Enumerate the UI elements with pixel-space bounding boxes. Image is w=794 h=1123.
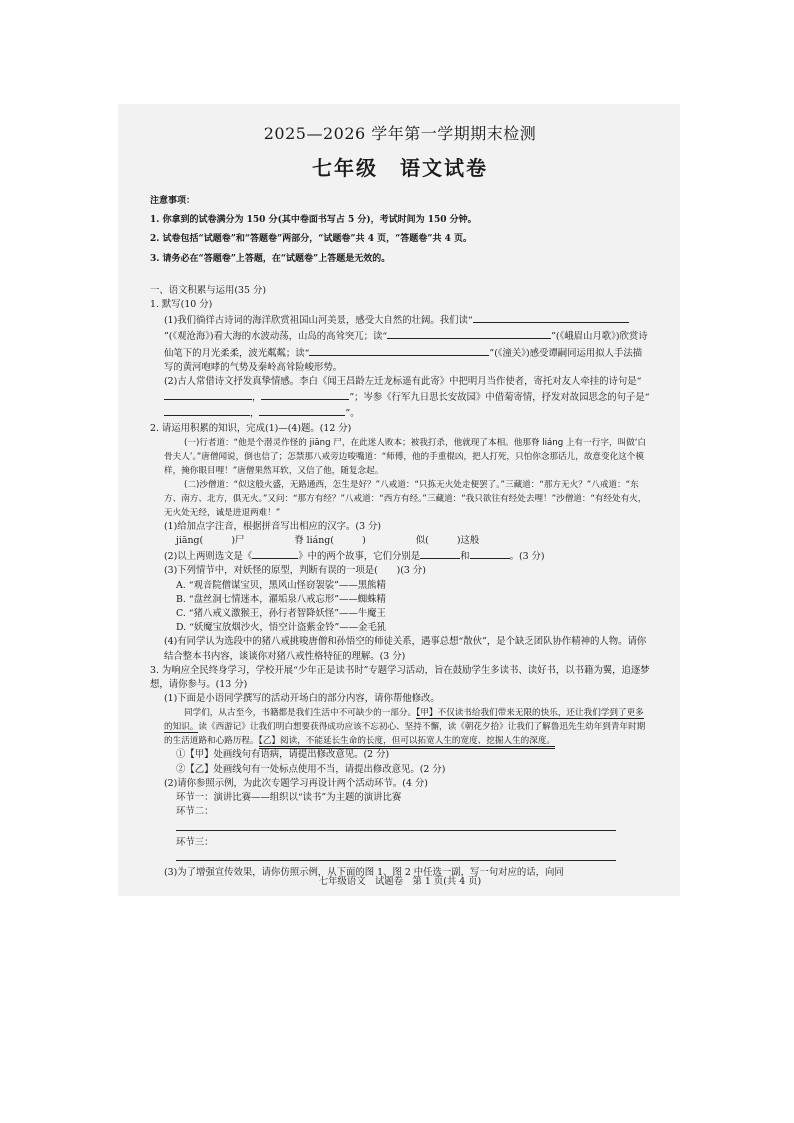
q2-sub3: (3)下列情节中，对妖怪的原型，判断有误的一项是( )(3 分) [164, 565, 426, 577]
passage-2: (二)沙僧道：“似这般火盛，无路通西，怎生是好？”八戒道：“只拣无火处走便罢了。”三藏道：“那方无火？”八戒道：“东方、南方、北方，俱无火。”又问：“那方有经？”八戒道：“西方有经。”三藏道：“我只欲往有经处去哩！”沙僧道：“有经处有火，无火处无经，诚是进退两难！” [164, 479, 647, 518]
note-item: 3. 请务必在“答题卷”上答题，在“试题卷”上答题是无效的。 [150, 253, 391, 264]
exam-title: 2025—2026 学年第一学期期末检测 [263, 124, 537, 143]
answer-blank[interactable] [473, 312, 557, 323]
answer-blank[interactable] [399, 345, 489, 356]
answer-blank[interactable] [471, 328, 551, 339]
q2-heading: 2. 请运用积累的知识，完成(1)—(4)题。(12 分) [150, 422, 352, 434]
q2-sub1-items [150, 534, 650, 548]
q3-sub2: (2)请你参照示例，为此次专题学习再设计两个活动环节。(4 分) [164, 777, 428, 789]
answer-blank[interactable] [387, 328, 471, 339]
answer-blank[interactable] [309, 345, 399, 356]
answer-blank[interactable] [261, 389, 349, 400]
link-2: 环节二： [150, 805, 650, 835]
section-heading: 一、语文积累与运用(35 分) [150, 284, 266, 296]
q3-sub1-1: ①【甲】处画线句有语病，请提出修改意见。(2 分) [176, 749, 390, 761]
q1-heading: 1. 默写(10 分) [150, 299, 213, 311]
q3-sub1-2: ②【乙】处画线句有一处标点使用不当，请提出修改意见。(2 分) [176, 763, 446, 775]
link-3: 环节三： [150, 836, 650, 866]
link-1: 环节一：演讲比赛——组织以“读书”为主题的演讲比赛 [176, 792, 402, 804]
answer-blank[interactable] [420, 548, 460, 559]
answer-blank[interactable] [470, 548, 510, 559]
q3-heading: 3. 为响应全民终身学习，学校开展“少年正是读书时”专题学习活动，旨在鼓励学生多读书、读好书，以书籍为翼，追逐梦想，请你参与。(13 分) [150, 664, 650, 691]
option-b: B. “盘丝洞七情迷本，濯垢泉八戒忘形”——蜘蛛精 [176, 593, 386, 605]
q2-sub4: (4)有同学认为选段中的猪八戒挑唆唐僧和孙悟空的师徒关系，遇事总想“散伙”，是个缺乏团队协作精神的人物。请你结合整本书内容，谈谈你对猪八戒性格特征的理解。(3 分) [164, 636, 647, 662]
q2-sub2: (2)以上两则选文是《 》中的两个故事，它们分别是 和 。(3 分) [150, 548, 650, 564]
pinyin-item: 似( )这般 [415, 535, 480, 547]
answer-blank[interactable] [557, 312, 629, 323]
answer-blank[interactable] [252, 548, 298, 559]
q3-sub3: (3)为了增强宣传效果，请你仿照示例，从下面的图 1、图 2 中任选一副，写一句对应的话，向同 [164, 867, 564, 879]
option-c: C. “猪八戒义激猴王，孙行者智降妖怪”——牛魔王 [176, 608, 386, 620]
pinyin-item: jiāng( )尸 [176, 535, 245, 547]
q3-sub1: (1)下面是小语同学撰写的活动开场白的部分内容，请你帮他修改。 [164, 693, 440, 705]
notes-block [150, 194, 650, 266]
jia-sentence: 【甲】不仅读书给我们带来无限的快乐，还让我们学到了更多的知识。 [164, 708, 644, 733]
answer-blank[interactable] [176, 850, 616, 861]
speech-passage: 同学们，从古至今，书籍都是我们生活中不可缺少的一部分。【甲】不仅读书给我们带来无限的快乐，还让我们学到了更多的知识。读《西游记》让我们明白想要获得成功应该不忘初心、坚持不懈，读《朝花夕拾》让我们了解鲁迅先生幼年到青年时期的生活道路和心路历程。【乙】阅读，不能延长生命的长度，但可以拓宽人生的宽度、挖掘人生的深度。 [150, 706, 650, 748]
q2-sub1: (1)给加点字注音，根据拼音写出相应的汉字。(3 分) [164, 520, 382, 532]
option-a: A. “观音院僧谋宝贝，黑风山怪窃袈裟”——黑熊精 [176, 579, 386, 591]
q1-part1: (1)我们徜徉古诗词的海洋欣赏祖国山河美景，感受大自然的壮阔。我们读“”(《观沧海》)看大海的水波动荡，山岛的高耸突兀；读“ ”(《峨眉山月歌》)欣赏诗仙笔下的月光柔柔，波光粼粼；读“ ”(《潼关》)感受谭嗣同运用拟人手法描写的黄河咆哮的气势及秦岭高耸险峻形势。 [150, 312, 650, 375]
page-footer: 七年级语文 试题卷 第 1 页(共 4 页) [318, 876, 482, 887]
answer-blank[interactable] [164, 389, 252, 400]
exam-subtitle: 七年级 语文试卷 [312, 156, 488, 180]
q1-part2: (2)古人常借诗文抒发真挚情感。李白《闻王昌龄左迁龙标遥有此寄》中把明月当作使者，寄托对友人牵挂的诗句是“， ”；岑参《行军九日思长安故园》中借菊寄情，抒发对故园思念的句子是“， ”。 [164, 376, 650, 420]
note-item: 1. 你拿到的试卷满分为 150 分(其中卷面书写占 5 分)，考试时间为 150 分钟。 [150, 215, 477, 226]
exam-content [150, 118, 650, 880]
note-item: 2. 试卷包括“试题卷”和“答题卷”两部分，“试题卷”共 4 页，“答题卷”共 4 页。 [150, 234, 473, 245]
answer-blank[interactable] [164, 405, 250, 416]
passage-1: (一)行者道：“他是个潜灵作怪的 jiāng 尸，在此迷人败本；被我打杀，他就现了本相。他那脊 liáng 上有一行字，叫做‘白骨夫人’。”唐僧闻说，倒也信了；怎禁那八戒旁边唆嘴道：“师傅，他的手重棍凶，把人打死，只怕你念那话儿，故意变化这个模样，掩你眼目哩！”唐僧果然耳软，又信了他，随复念起。 [164, 437, 647, 476]
answer-blank[interactable] [259, 405, 345, 416]
notes-heading: 注意事项： [150, 196, 196, 206]
answer-blank[interactable] [176, 820, 616, 831]
pinyin-item: 脊 liáng( ) [294, 535, 366, 547]
option-d: D. “妖魔宝放烟沙火，悟空计盗紫金铃”——金毛犼 [176, 622, 387, 634]
yi-sentence: 【乙】阅读，不能延长生命的长度，但可以拓宽人生的宽度、挖掘人生的深度。 [259, 736, 555, 749]
